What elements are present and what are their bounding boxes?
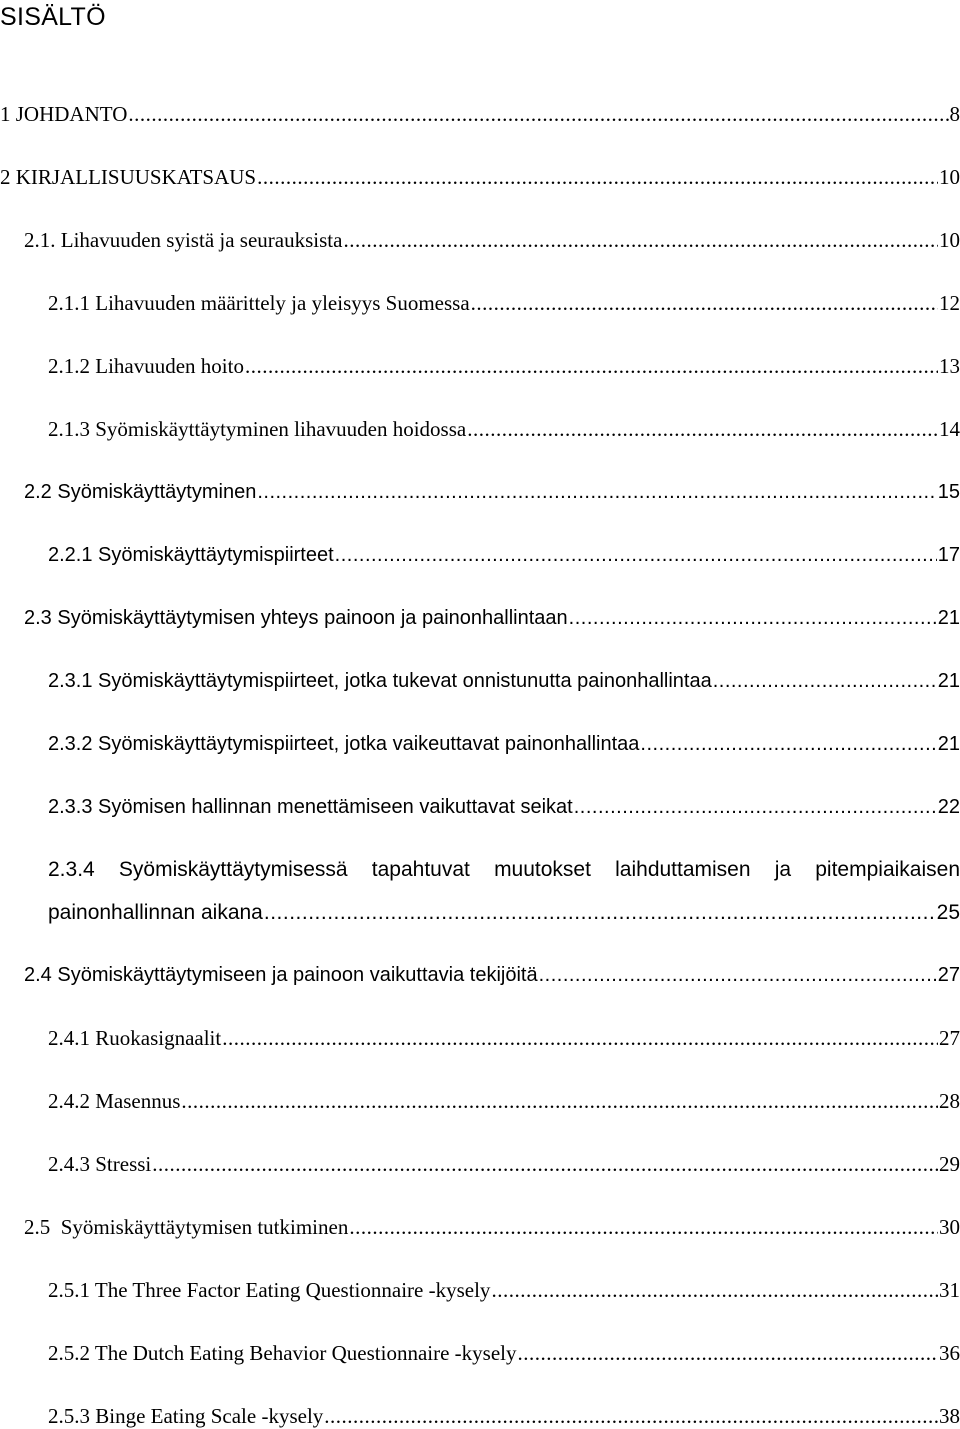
toc-dot-leader	[349, 1214, 938, 1240]
toc-entry[interactable]	[48, 1088, 960, 1114]
toc-dot-leader	[539, 962, 937, 988]
toc-entry-label: 2.4.2 Masennus	[48, 1088, 180, 1114]
toc-word: muutokset	[494, 857, 591, 883]
toc-page-number: 12	[939, 290, 960, 316]
toc-page-number: 10	[939, 164, 960, 190]
toc-dot-leader	[713, 668, 937, 694]
toc-entry[interactable]	[24, 227, 960, 253]
toc-entry[interactable]	[48, 290, 960, 316]
toc-entry[interactable]	[48, 1340, 960, 1366]
toc-entry-label: painonhallinnan aikana	[48, 900, 263, 926]
toc-page-number: 31	[939, 1277, 960, 1303]
toc-entry[interactable]	[48, 794, 960, 820]
toc-entry[interactable]	[48, 731, 960, 757]
toc-dot-leader	[640, 731, 936, 757]
toc-dot-leader	[518, 1340, 938, 1366]
toc-entry[interactable]	[48, 1277, 960, 1303]
toc-page-number: 17	[938, 542, 960, 568]
toc-entry[interactable]	[48, 1403, 960, 1429]
toc-entry-label: 2.2 Syömiskäyttäytyminen	[24, 479, 256, 505]
toc-dot-leader	[181, 1088, 938, 1114]
toc-entry-first-line	[48, 857, 960, 883]
toc-dot-leader	[324, 1403, 938, 1429]
toc-dot-leader	[569, 605, 937, 631]
toc-entry-label: 2.5.3 Binge Eating Scale -kysely	[48, 1403, 323, 1429]
toc-entry-label: 2 KIRJALLISUUSKATSAUS	[0, 164, 256, 190]
toc-entry[interactable]	[24, 479, 960, 505]
toc-entry[interactable]	[48, 353, 960, 379]
toc-page-number: 13	[939, 353, 960, 379]
toc-page-number: 10	[939, 227, 960, 253]
toc-entry-label: 2.5.1 The Three Factor Eating Questionnaire -kysely	[48, 1277, 490, 1303]
toc-page-number: 27	[939, 1025, 960, 1051]
toc-page-number: 21	[938, 731, 960, 757]
toc-entry[interactable]	[48, 1151, 960, 1177]
toc-word: Syömiskäyttäytymisessä	[119, 857, 348, 883]
toc-dot-leader	[245, 353, 938, 379]
toc-dot-leader	[471, 290, 938, 316]
toc-dot-leader	[128, 101, 948, 127]
toc-word: ja	[775, 857, 791, 883]
toc-entry-label: 2.4.3 Stressi	[48, 1151, 151, 1177]
toc-entry-label: 2.5 Syömiskäyttäytymisen tutkiminen	[24, 1214, 348, 1240]
toc-entry[interactable]	[48, 1025, 960, 1051]
toc-entry-label: 2.3.1 Syömiskäyttäytymispiirteet, jotka tukevat onnistunutta painonhallintaa	[48, 668, 712, 694]
toc-entry-label: 2.1.3 Syömiskäyttäytyminen lihavuuden hoidossa	[48, 416, 466, 442]
toc-entry-label: 2.1.2 Lihavuuden hoito	[48, 353, 244, 379]
toc-page-number: 29	[939, 1151, 960, 1177]
page-title: SISÄLTÖ	[0, 0, 106, 34]
toc-dot-leader	[152, 1151, 938, 1177]
toc-page-number: 8	[950, 101, 960, 127]
toc-dot-leader	[264, 900, 936, 926]
toc-page-number: 14	[939, 416, 960, 442]
toc-page-number: 28	[939, 1088, 960, 1114]
toc-dot-leader	[574, 794, 937, 820]
toc-dot-leader	[222, 1025, 938, 1051]
toc-dot-leader	[257, 479, 936, 505]
toc-page-number: 25	[937, 900, 960, 926]
toc-page-number: 27	[938, 962, 960, 988]
toc-page-number: 22	[938, 794, 960, 820]
toc-entry[interactable]	[0, 101, 960, 127]
toc-entry[interactable]	[24, 605, 960, 631]
toc-entry[interactable]	[0, 164, 960, 190]
toc-entry-label: 2.5.2 The Dutch Eating Behavior Questionnaire -kysely	[48, 1340, 517, 1366]
toc-entry-two-line[interactable]	[48, 857, 960, 926]
toc-page-number: 30	[939, 1214, 960, 1240]
toc-entry-label: 2.2.1 Syömiskäyttäytymispiirteet	[48, 542, 334, 568]
toc-dot-leader	[335, 542, 937, 568]
toc-page-number: 21	[938, 668, 960, 694]
toc-word: 2.3.4	[48, 857, 95, 883]
toc-entry[interactable]	[48, 668, 960, 694]
toc-entry-label: 2.4.1 Ruokasignaalit	[48, 1025, 221, 1051]
toc-entry-second-line	[48, 900, 960, 926]
toc-dot-leader	[491, 1277, 938, 1303]
toc-page-number: 21	[938, 605, 960, 631]
toc-entry[interactable]	[24, 962, 960, 988]
toc-entry[interactable]	[48, 542, 960, 568]
toc-word: tapahtuvat	[372, 857, 470, 883]
toc-entry[interactable]	[24, 1214, 960, 1240]
toc-word: pitempiaikaisen	[815, 857, 960, 883]
toc-entry[interactable]	[48, 416, 960, 442]
toc-dot-leader	[257, 164, 938, 190]
toc-entry-label: 2.1.1 Lihavuuden määrittely ja yleisyys Suomessa	[48, 290, 470, 316]
toc-page-number: 15	[938, 479, 960, 505]
toc-entry-label: 2.1. Lihavuuden syistä ja seurauksista	[24, 227, 342, 253]
toc-entry-label: 2.3.2 Syömiskäyttäytymispiirteet, jotka vaikeuttavat painonhallintaa	[48, 731, 639, 757]
toc-entry-label: 2.3.3 Syömisen hallinnan menettämiseen vaikuttavat seikat	[48, 794, 573, 820]
toc-dot-leader	[467, 416, 938, 442]
toc-entry-label: 2.4 Syömiskäyttäytymiseen ja painoon vaikuttavia tekijöitä	[24, 962, 538, 988]
toc-page-number: 38	[939, 1403, 960, 1429]
toc-entry-label: 2.3 Syömiskäyttäytymisen yhteys painoon ja painonhallintaan	[24, 605, 568, 631]
toc-word: laihduttamisen	[615, 857, 750, 883]
toc-page-number: 36	[939, 1340, 960, 1366]
toc-entry-label: 1 JOHDANTO	[0, 101, 127, 127]
toc-dot-leader	[343, 227, 938, 253]
